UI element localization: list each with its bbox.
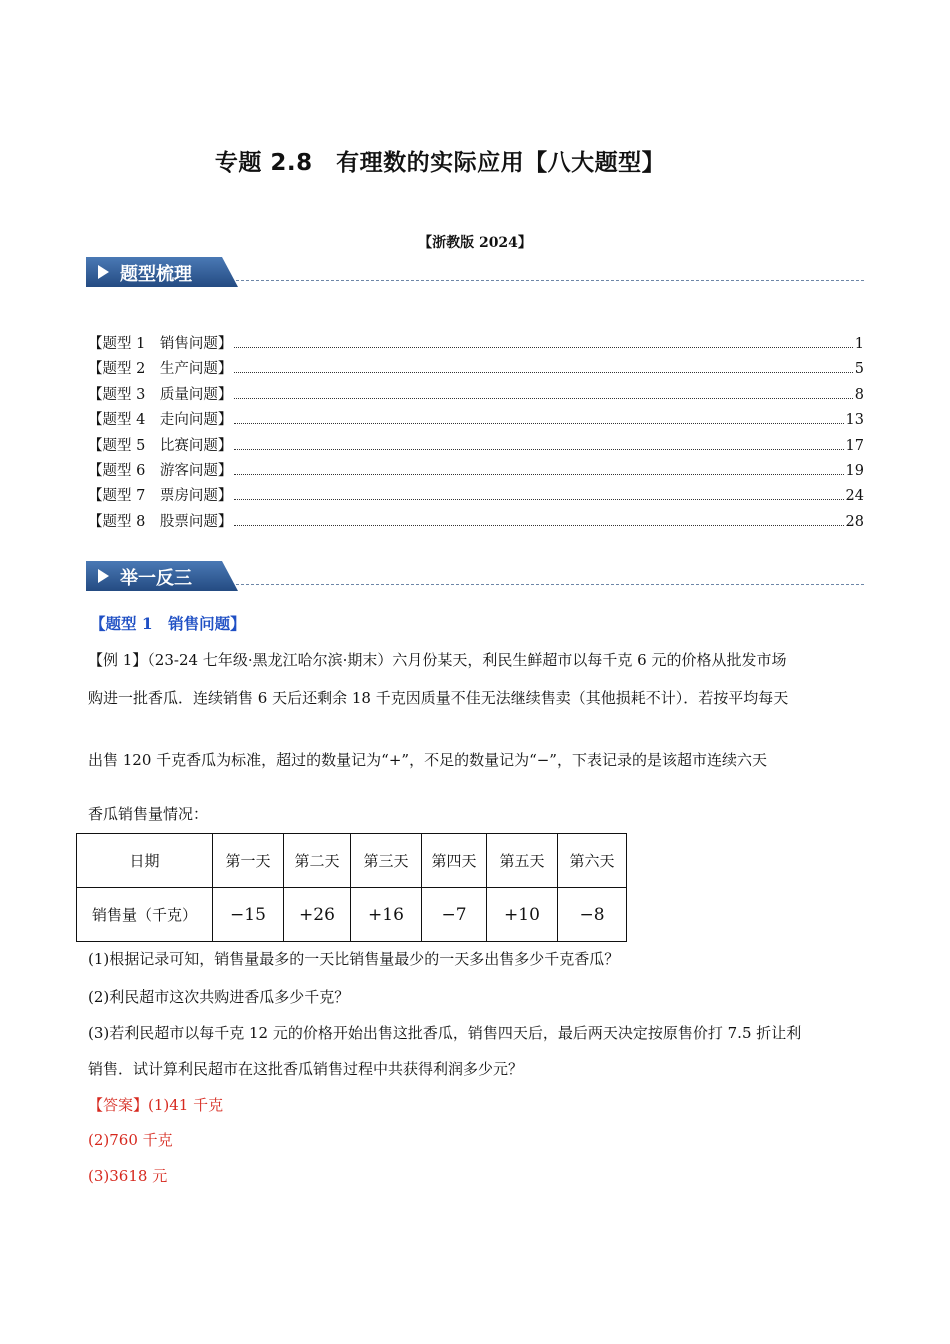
table-row-label: 销售量（千克） — [77, 888, 213, 942]
table-header-cell: 第四天 — [422, 834, 487, 888]
table-of-contents — [88, 332, 864, 535]
examples-banner — [86, 561, 864, 591]
example-text-line: 【例 1】（23-24 七年级·黑龙江哈尔滨·期末）六月份某天，利民生鲜超市以每千克 6 元的价格从批发市场 — [88, 651, 787, 669]
toc-entry-5[interactable] — [88, 434, 864, 459]
toc-page-number: 24 — [845, 488, 864, 505]
toc-leader — [234, 423, 843, 424]
toc-leader — [234, 398, 852, 399]
toc-page-number: 19 — [845, 462, 864, 479]
toc-page-number: 5 — [854, 361, 864, 378]
answer-text: 【答案】(1)41 千克 — [88, 1096, 224, 1114]
toc-entry-label: 【题型 1 销售问题】 — [88, 336, 233, 352]
table-cell: +16 — [351, 888, 422, 942]
table-header-cell: 第二天 — [284, 834, 351, 888]
table-header-cell: 第五天 — [487, 834, 558, 888]
play-arrow-icon — [98, 569, 109, 583]
sales-table — [76, 833, 627, 942]
section-heading: 【题型 1 销售问题】 — [90, 614, 246, 633]
toc-entry-label: 【题型 4 走向问题】 — [88, 412, 233, 429]
table-cell: −7 — [422, 888, 487, 942]
table-header-cell: 日期 — [77, 834, 213, 888]
toc-page-number: 13 — [845, 412, 864, 429]
answer-text: (3)3618 元 — [88, 1167, 168, 1185]
table-header-row — [77, 834, 627, 888]
toc-entry-label: 【题型 3 质量问题】 — [88, 386, 233, 403]
toc-entry-label: 【题型 6 游客问题】 — [88, 462, 233, 479]
play-arrow-icon — [98, 265, 109, 279]
toc-leader — [234, 499, 843, 500]
toc-entry-8[interactable] — [88, 510, 864, 535]
banner-label: 举一反三 — [120, 568, 192, 589]
toc-leader — [234, 372, 852, 373]
table-cell: −15 — [213, 888, 284, 942]
toc-leader — [234, 449, 843, 450]
answer-text: (2)760 千克 — [88, 1131, 173, 1149]
toc-entry-6[interactable] — [88, 459, 864, 484]
toc-leader — [234, 474, 843, 475]
question-text: (1)根据记录可知，销售量最多的一天比销售量最少的一天多出售多少千克香瓜？ — [88, 950, 620, 968]
table-cell: +10 — [487, 888, 558, 942]
question-text: (2)利民超市这次共购进香瓜多少千克？ — [88, 988, 350, 1006]
toc-entry-label: 【题型 2 生产问题】 — [88, 361, 233, 378]
table-cell: +26 — [284, 888, 351, 942]
banner-label: 题型梳理 — [120, 264, 192, 285]
table-header-cell: 第一天 — [213, 834, 284, 888]
toc-entry-2[interactable] — [88, 357, 864, 382]
question-text: 销售．试计算利民超市在这批香瓜销售过程中共获得利润多少元？ — [88, 1060, 524, 1078]
toc-page-number: 8 — [854, 386, 864, 403]
toc-entry-7[interactable] — [88, 484, 864, 509]
edition-label: 【浙教版 2024】 — [418, 235, 532, 251]
example-text-line: 出售 120 千克香瓜为标准，超过的数量记为“+”，不足的数量记为“−”，下表记录的是该超市连续六天 — [88, 751, 767, 769]
toc-entry-label: 【题型 5 比赛问题】 — [88, 437, 233, 454]
question-text: (3)若利民超市以每千克 12 元的价格开始出售这批香瓜，销售四天后，最后两天决定按原售价打 7.5 折让利 — [88, 1024, 802, 1042]
banner-dashed-line — [236, 280, 864, 281]
table-cell: −8 — [558, 888, 627, 942]
table-row — [77, 888, 627, 942]
table-header-cell: 第三天 — [351, 834, 422, 888]
example-text-line: 香瓜销售量情况： — [88, 805, 209, 823]
table-header-cell: 第六天 — [558, 834, 627, 888]
toc-banner — [86, 257, 864, 287]
toc-page-number: 28 — [845, 513, 864, 530]
toc-entry-4[interactable] — [88, 408, 864, 433]
toc-leader — [234, 347, 852, 348]
toc-entry-1[interactable] — [88, 332, 864, 357]
toc-entry-3[interactable] — [88, 383, 864, 408]
toc-entry-label: 【题型 7 票房问题】 — [88, 488, 233, 505]
toc-leader — [234, 525, 843, 526]
toc-entry-label: 【题型 8 股票问题】 — [88, 513, 233, 530]
page-title: 专题 2.8 有理数的实际应用【八大题型】 — [214, 150, 666, 176]
toc-page-number: 1 — [854, 336, 864, 352]
example-text-line: 购进一批香瓜．连续销售 6 天后还剩余 18 千克因质量不佳无法继续售卖（其他损耗不计）．若按平均每天 — [88, 689, 789, 707]
toc-page-number: 17 — [845, 437, 864, 454]
banner-dashed-line — [236, 584, 864, 585]
